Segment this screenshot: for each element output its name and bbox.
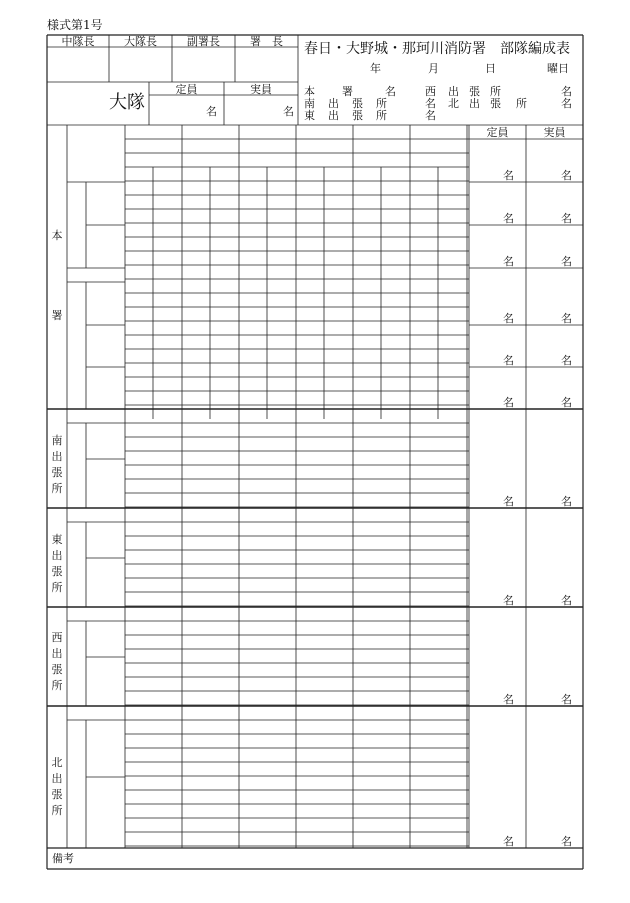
capacity-unit: 名 <box>503 693 514 706</box>
section-label: 東出張所 <box>51 533 63 594</box>
capacity-unit: 名 <box>503 835 514 848</box>
battalion-actual-unit: 名 <box>283 105 294 118</box>
form-number: 様式第1号 <box>47 18 103 32</box>
summary-cell: 名 <box>561 97 572 110</box>
col-actual-header: 実員 <box>543 126 566 139</box>
summary-cell: 名 <box>561 85 572 98</box>
summary-cell: 出 <box>448 85 459 98</box>
section-label: 西出張所 <box>51 631 63 692</box>
summary-cell: 所 <box>376 97 387 110</box>
role-company-chief: 中隊長 <box>61 35 95 48</box>
battalion-capacity-unit: 名 <box>206 105 217 118</box>
summary-cell: 名 <box>425 109 436 122</box>
summary-cell: 張 <box>490 97 501 110</box>
role-deputy-chief: 副署長 <box>187 35 220 48</box>
battalion-label: 大隊 <box>109 92 145 113</box>
summary-cell: 名 <box>425 97 436 110</box>
capacity-unit: 名 <box>503 312 514 325</box>
summary-cell: 署 <box>342 85 353 98</box>
capacity-unit: 名 <box>503 354 514 367</box>
summary-cell: 張 <box>352 109 363 122</box>
summary-cell: 所 <box>376 109 387 122</box>
summary-cell: 出 <box>328 97 339 110</box>
summary-cell: 出 <box>469 97 480 110</box>
actual-unit: 名 <box>561 396 572 409</box>
battalion-actual-label: 実員 <box>250 83 272 96</box>
summary-cell: 張 <box>352 97 363 110</box>
remarks-label: 備考 <box>52 852 74 865</box>
actual-unit: 名 <box>561 354 572 367</box>
actual-unit: 名 <box>561 835 572 848</box>
actual-unit: 名 <box>561 169 572 182</box>
capacity-unit: 名 <box>503 495 514 508</box>
capacity-unit: 名 <box>503 396 514 409</box>
date-day: 日 <box>485 62 496 75</box>
actual-unit: 名 <box>561 255 572 268</box>
capacity-unit: 名 <box>503 169 514 182</box>
capacity-unit: 名 <box>503 255 514 268</box>
summary-cell: 南 <box>304 97 315 110</box>
actual-unit: 名 <box>561 495 572 508</box>
role-battalion-chief: 大隊長 <box>124 35 157 48</box>
summary-cell: 西 <box>425 85 436 98</box>
summary-cell: 北 <box>448 97 459 110</box>
summary-cell: 張 <box>469 85 480 98</box>
date-weekday: 曜日 <box>547 62 569 75</box>
actual-unit: 名 <box>561 693 572 706</box>
summary-cell: 所 <box>516 97 527 110</box>
summary-cell: 東 <box>304 109 315 122</box>
col-capacity-header: 定員 <box>486 126 509 139</box>
section-label: 北出張所 <box>51 756 63 817</box>
actual-unit: 名 <box>561 594 572 607</box>
section-label: 本 署 <box>51 229 63 322</box>
capacity-unit: 名 <box>503 594 514 607</box>
role-station-chief: 署 長 <box>250 35 283 48</box>
capacity-unit: 名 <box>503 212 514 225</box>
actual-unit: 名 <box>561 312 572 325</box>
summary-cell: 所 <box>490 85 501 98</box>
section-label: 南出張所 <box>51 434 63 495</box>
summary-cell: 出 <box>328 109 339 122</box>
summary-cell: 本 <box>304 85 315 98</box>
summary-cell: 名 <box>385 85 396 98</box>
date-month: 月 <box>428 62 439 75</box>
date-year: 年 <box>370 62 381 75</box>
battalion-capacity-label: 定員 <box>175 83 198 96</box>
actual-unit: 名 <box>561 212 572 225</box>
page-title: 春日・大野城・那珂川消防署 部隊編成表 <box>304 41 570 57</box>
